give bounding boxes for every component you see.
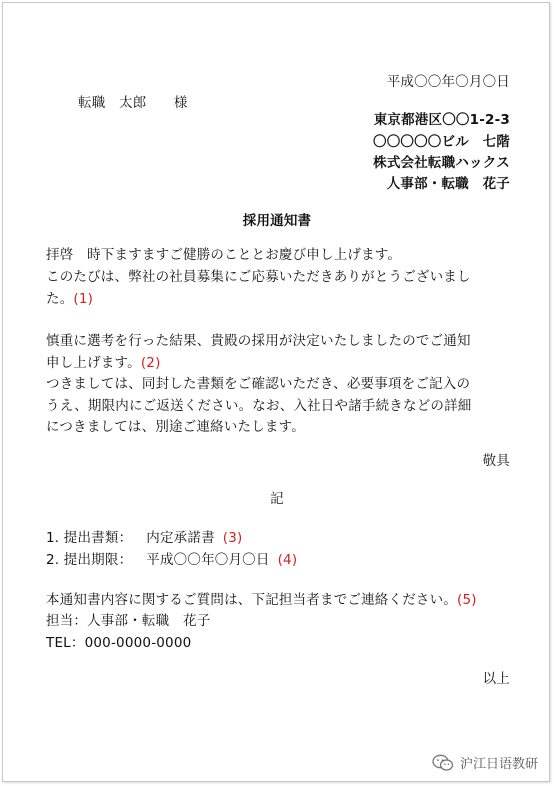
sender-address-line1: 東京都港区〇〇1-2-3 <box>373 112 510 128</box>
paragraph1-text: た。 <box>46 291 74 307</box>
wechat-icon <box>432 754 454 772</box>
sender-name: 人事部・転職 花子 <box>386 176 510 192</box>
watermark <box>432 753 538 772</box>
paragraph2-line2 <box>46 352 161 374</box>
annotation-mark-4: (4) <box>277 552 298 568</box>
watermark-text: 沪江日语教研 <box>459 757 538 772</box>
annotation-mark-2: (2) <box>140 355 161 371</box>
annotation-mark-3: (3) <box>222 530 243 546</box>
greeting-line: 拝啓 時下ますますご健勝のこととお慶び申し上げます。 <box>46 247 402 263</box>
closing-keigu: 敬具 <box>482 453 510 469</box>
item-value: 内定承諾書 <box>146 530 215 546</box>
paragraph3-line2: うえ、期限内にご返送ください。なお、入社日や諸手続きなどの詳細 <box>46 398 472 414</box>
sender-address-line2: 〇〇〇〇〇ビル 七階 <box>373 134 510 150</box>
annotation-mark-5: (5) <box>457 592 477 608</box>
sender-company: 株式会社転職ハックス <box>373 155 510 171</box>
paragraph2-line1: 慎重に選考を行った結果、貴殿の採用が決定いたしましたのでご通知 <box>46 333 471 349</box>
item-submission-documents <box>46 527 243 549</box>
contact-note-text: 本通知書内容に関するご質問は、下記担当者までご連絡ください。 <box>46 592 457 608</box>
contact-person: 担当：人事部・転職 花子 <box>46 613 211 629</box>
item-submission-deadline <box>46 549 297 571</box>
end-ijou: 以上 <box>482 671 510 687</box>
item-label: 1. 提出書類： <box>46 530 133 546</box>
contact-tel: TEL：000-0000-0000 <box>46 635 192 651</box>
paragraph1-line2 <box>46 288 93 310</box>
document-title: 採用通知書 <box>242 213 312 229</box>
paragraph1-line1: このたびは、弊社の社員募集にご応募いただきありがとうございまし <box>46 269 471 285</box>
annotation-mark-1: (1) <box>73 291 94 307</box>
ki-heading: 記 <box>270 491 284 507</box>
paragraph3-line1: つきましては、同封した書類をご確認いただき、必要事項をご記入の <box>46 376 471 392</box>
item-label: 2. 提出期限： <box>46 552 133 568</box>
contact-note <box>46 589 477 611</box>
document-date: 平成〇〇年〇月〇日 <box>386 74 510 90</box>
paragraph2-text: 申し上げます。 <box>46 355 141 371</box>
paragraph3-line3: につきましては、別途ご連絡いたします。 <box>46 419 305 435</box>
item-value: 平成〇〇年〇月〇日 <box>146 552 270 568</box>
recipient-name: 転職 太郎 様 <box>78 95 188 111</box>
